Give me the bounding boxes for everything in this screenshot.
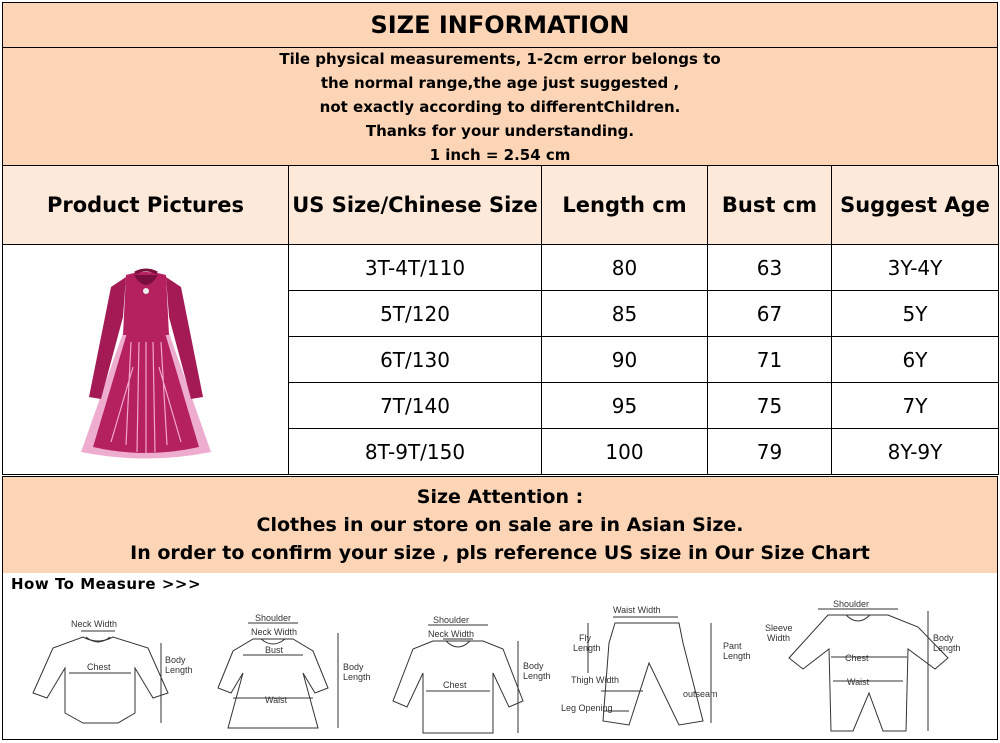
bust-label: Bust	[265, 645, 284, 655]
bust-cell: 75	[708, 383, 832, 429]
body-length-label: Length	[523, 671, 551, 681]
product-picture-cell	[3, 245, 289, 475]
waist-label: Waist	[847, 677, 870, 687]
leg-opening-label: Leg Opening	[561, 703, 613, 713]
notice-line: Tile physical measurements, 1-2cm error belongs to	[279, 49, 721, 68]
body-length-label: Body	[523, 661, 544, 671]
neck-width-label: Neck Width	[251, 627, 298, 637]
how-to-measure-panel	[2, 573, 998, 740]
table-row	[3, 245, 999, 291]
bust-cell: 79	[708, 429, 832, 475]
length-cell: 80	[542, 245, 708, 291]
length-cell: 90	[542, 337, 708, 383]
notice-line: not exactly according to differentChildren.	[319, 97, 681, 116]
bust-cell: 67	[708, 291, 832, 337]
thigh-width-label: Thigh Width	[571, 675, 620, 685]
fly-length-label: Fly	[579, 633, 591, 643]
chest-label: Chest	[845, 653, 869, 663]
age-cell: 8Y-9Y	[832, 429, 999, 475]
waist-width-label: Waist Width	[613, 605, 661, 615]
measure-diagrams	[3, 573, 997, 739]
size-cell: 3T-4T/110	[289, 245, 542, 291]
body-length-label: Body	[933, 633, 954, 643]
dress-product-image	[71, 247, 221, 467]
header-size: US Size/Chinese Size	[289, 166, 542, 245]
length-cell: 95	[542, 383, 708, 429]
header-length: Length cm	[542, 166, 708, 245]
size-cell: 7T/140	[289, 383, 542, 429]
romper-diagram	[765, 599, 961, 731]
body-length-label: Body	[165, 655, 186, 665]
attention-line: Clothes in our store on sale are in Asian Size.	[256, 514, 744, 536]
size-attention	[2, 476, 998, 574]
shirt-diagram	[393, 615, 551, 733]
how-to-measure-title: How To Measure >>>	[11, 575, 202, 593]
shoulder-label: Shoulder	[433, 615, 470, 625]
neck-width-label: Neck Width	[428, 629, 475, 639]
body-length-label: Length	[933, 643, 961, 653]
notice-line: Thanks for your understanding.	[365, 121, 635, 140]
measurement-notice	[2, 48, 998, 166]
bust-cell: 63	[708, 245, 832, 291]
age-cell: 3Y-4Y	[832, 245, 999, 291]
sleeve-width-label: Width	[767, 633, 791, 643]
length-cell: 100	[542, 429, 708, 475]
notice-line: the normal range,the age just suggested ,	[320, 73, 680, 92]
chest-label: Chest	[87, 662, 111, 672]
page-title: SIZE INFORMATION	[2, 2, 998, 48]
age-cell: 6Y	[832, 337, 999, 383]
shoulder-label: Shoulder	[833, 599, 870, 609]
body-length-label: Length	[165, 665, 193, 675]
body-length-label: Body	[343, 662, 364, 672]
shoulder-label: Shoulder	[255, 613, 292, 623]
neck-width-label: Neck Width	[71, 619, 118, 629]
age-cell: 5Y	[832, 291, 999, 337]
attention-line: In order to confirm your size , pls reference US size in Our Size Chart	[130, 542, 870, 564]
waist-label: Waist	[265, 695, 288, 705]
age-cell: 7Y	[832, 383, 999, 429]
body-length-label: Length	[343, 672, 371, 682]
length-cell: 85	[542, 291, 708, 337]
chest-label: Chest	[443, 680, 467, 690]
size-chart	[2, 2, 998, 741]
outseam-label: outseam	[683, 689, 718, 699]
header-product-pictures: Product Pictures	[3, 166, 289, 245]
header-suggest-age: Suggest Age	[832, 166, 999, 245]
fly-length-label: Length	[573, 643, 601, 653]
pant-length-label: Pant	[723, 641, 742, 651]
bodysuit-diagram	[33, 619, 193, 723]
size-cell: 6T/130	[289, 337, 542, 383]
pants-diagram	[561, 605, 751, 725]
pant-length-label: Length	[723, 651, 751, 661]
notice-line: 1 inch = 2.54 cm	[429, 145, 571, 164]
bust-cell: 71	[708, 337, 832, 383]
table-header-row	[3, 166, 999, 245]
size-table	[2, 165, 999, 475]
sleeve-width-label: Sleeve	[765, 623, 793, 633]
dress-diagram	[218, 613, 371, 728]
header-bust: Bust cm	[708, 166, 832, 245]
size-cell: 5T/120	[289, 291, 542, 337]
size-cell: 8T-9T/150	[289, 429, 542, 475]
attention-heading: Size Attention :	[416, 486, 584, 508]
